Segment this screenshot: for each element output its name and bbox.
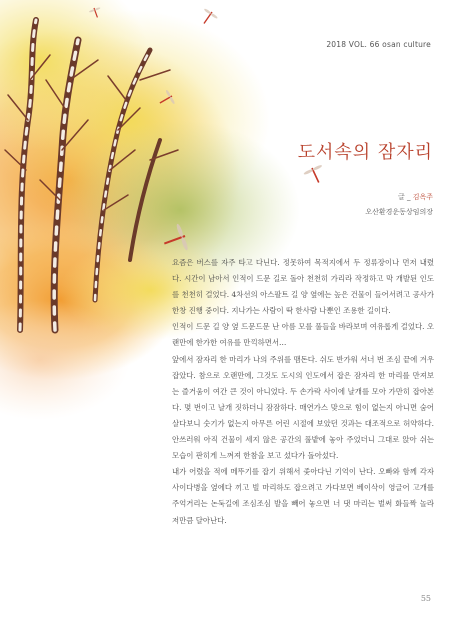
article-paragraph: 내가 어렸을 적에 메뚜기를 잡기 위해서 좇아다닌 기억이 난다. 오빠와 함께 각자 사이다병을 옆에다 끼고 빌 마리하도 잡으려고 가다보면 베이삭이 영글어 고개를 주억거리는 논둑길에 조심조심 발을 빼어 놓으면 너 댓 마리는 벌써 화들짝 놀라 저만큼 달아난다. [172, 467, 434, 525]
author-line [365, 190, 433, 205]
author-affiliation: 오산환경운동상임의장 [365, 208, 433, 216]
article-title: 도서속의 잠자리 [297, 142, 433, 163]
author-name: 김옥주 [412, 193, 433, 201]
author-block [365, 190, 433, 220]
dragonfly-icon [197, 7, 218, 28]
article-body [172, 255, 434, 529]
article-paragraph: 요즘은 버스를 자주 타고 다닌다. 정못하여 목적지에서 두 정류장이나 먼저 내렸다. 시간이 남아서 인적이 드문 길로 돌아 천천히 가리라 작정하고 막 개발된 인도를 천천히 걸었다. 4차선의 아스팔트 길 양 옆에는 높은 건물이 들어서려고 공사가 한창 진행 중이다. 지나가는 사람이 딱 한사람 나뿐인 조용한 길이다. [172, 258, 434, 316]
page-number: 55 [420, 594, 431, 603]
author-prefix: 글 _ [397, 193, 413, 201]
article-paragraph: 인적이 드문 길 양 옆 드문드문 난 아름 모를 풀들을 바라보며 여유롭게 걸었다. 오랜만에 한가한 여유를 만끽하면서… [172, 322, 434, 348]
article-paragraph: 앞에서 잠자리 한 마리가 나의 주위를 맴돈다. 쉬도 반가워 서너 번 조심 끝에 겨우 잡았다. 참으로 오랜만에, 그것도 도시의 인도에서 잡은 잠자리 한 마리를 만져보는 즐거움이 여간 큰 것이 아니었다. 두 손가락 사이에 날개를 모아 가만히 잡아본다. 몇 번이고 날개 짓하더니 잠잠하다. 매연가스 맞으로 힘이 없는지 아니면 숨어 살다보니 숫기가 없는지 아무른 어린 시절에 보았던 것과는 대조적으로 허약하다. 안쓰러워 아직 건물이 세지 않은 공간의 풀밭에 놓아 주었더니 그대로 앉아 쉬는 모습이 판히게 느껴져 한참을 보고 섰다가 돌아섰다. [172, 354, 434, 461]
issue-label: 2018 VOL. 66 osan culture [326, 40, 431, 49]
dragonfly-icon [303, 164, 328, 187]
